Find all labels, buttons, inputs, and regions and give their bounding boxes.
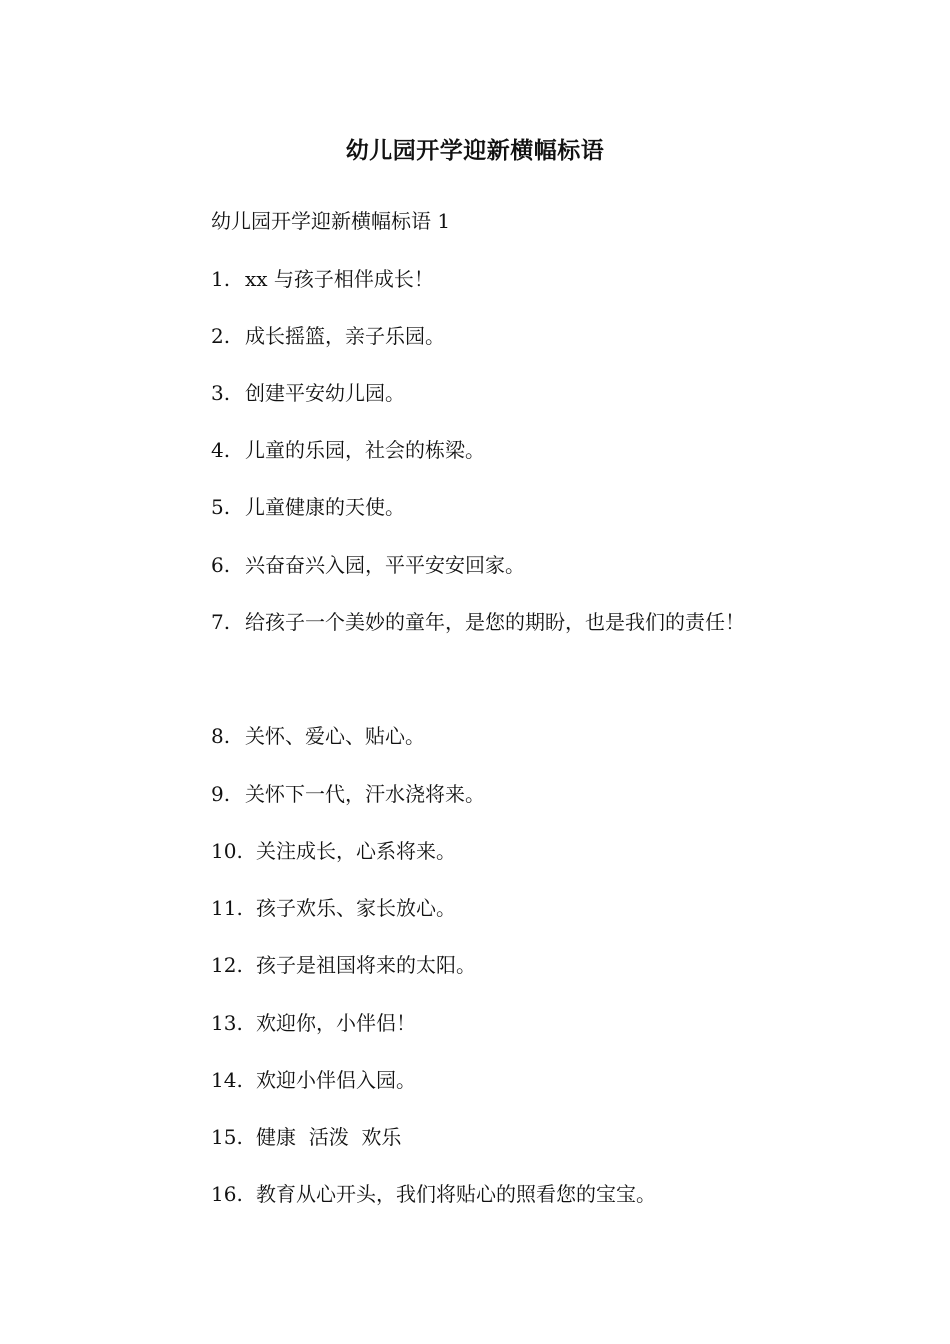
item-number: 16. bbox=[211, 1182, 243, 1206]
item-text: 欢迎你，小伴侣！ bbox=[256, 1011, 416, 1035]
list-item bbox=[211, 836, 456, 866]
item-text: 儿童健康的天使。 bbox=[245, 495, 405, 519]
item-text: 关怀、爱心、贴心。 bbox=[245, 724, 425, 748]
item-number: 3. bbox=[211, 381, 231, 405]
list-item bbox=[211, 1065, 416, 1095]
item-number: 13. bbox=[211, 1011, 243, 1035]
list-item bbox=[211, 893, 456, 923]
item-text: 孩子是祖国将来的太阳。 bbox=[256, 953, 476, 977]
item-text: 教育从心开头，我们将贴心的照看您的宝宝。 bbox=[256, 1182, 656, 1206]
item-text: 关怀下一代，汗水浇将来。 bbox=[245, 782, 485, 806]
list-item bbox=[211, 378, 405, 408]
item-number: 6. bbox=[211, 553, 231, 577]
item-text: 创建平安幼儿园。 bbox=[245, 381, 405, 405]
section-heading: 幼儿园开学迎新横幅标语 1 bbox=[211, 209, 451, 233]
item-number: 7. bbox=[211, 610, 231, 634]
list-item bbox=[211, 435, 485, 465]
item-number: 8. bbox=[211, 724, 231, 748]
item-text: 关注成长，心系将来。 bbox=[256, 839, 456, 863]
list-item bbox=[211, 1179, 656, 1209]
item-text: 欢迎小伴侣入园。 bbox=[256, 1068, 416, 1092]
list-item bbox=[211, 607, 745, 637]
document-title: 幼儿园开学迎新横幅标语 bbox=[345, 137, 605, 164]
list-item bbox=[211, 950, 476, 980]
item-number: 5. bbox=[211, 495, 231, 519]
list-item bbox=[211, 321, 445, 351]
list-item bbox=[211, 779, 485, 809]
item-number: 2. bbox=[211, 324, 231, 348]
item-number: 11. bbox=[211, 896, 243, 920]
item-number: 1. bbox=[211, 267, 231, 291]
item-text: 儿童的乐园，社会的栋梁。 bbox=[245, 438, 485, 462]
item-text: 兴奋奋兴入园，平平安安回家。 bbox=[245, 553, 525, 577]
item-number: 10. bbox=[211, 839, 243, 863]
item-number: 4. bbox=[211, 438, 231, 462]
list-item bbox=[211, 1008, 416, 1038]
item-number: 9. bbox=[211, 782, 231, 806]
list-item bbox=[211, 721, 425, 751]
item-number: 14. bbox=[211, 1068, 243, 1092]
list-item bbox=[211, 264, 434, 294]
item-number: 12. bbox=[211, 953, 243, 977]
list-item bbox=[211, 492, 405, 522]
list-item bbox=[211, 550, 525, 580]
list-item bbox=[211, 1122, 401, 1152]
item-text: xx 与孩子相伴成长！ bbox=[245, 267, 434, 291]
item-text: 给孩子一个美妙的童年，是您的期盼，也是我们的责任！ bbox=[245, 610, 745, 634]
item-text: 孩子欢乐、家长放心。 bbox=[256, 896, 456, 920]
item-text: 成长摇篮，亲子乐园。 bbox=[245, 324, 445, 348]
item-text: 健康 活泼 欢乐 bbox=[256, 1125, 402, 1149]
item-number: 15. bbox=[211, 1125, 243, 1149]
